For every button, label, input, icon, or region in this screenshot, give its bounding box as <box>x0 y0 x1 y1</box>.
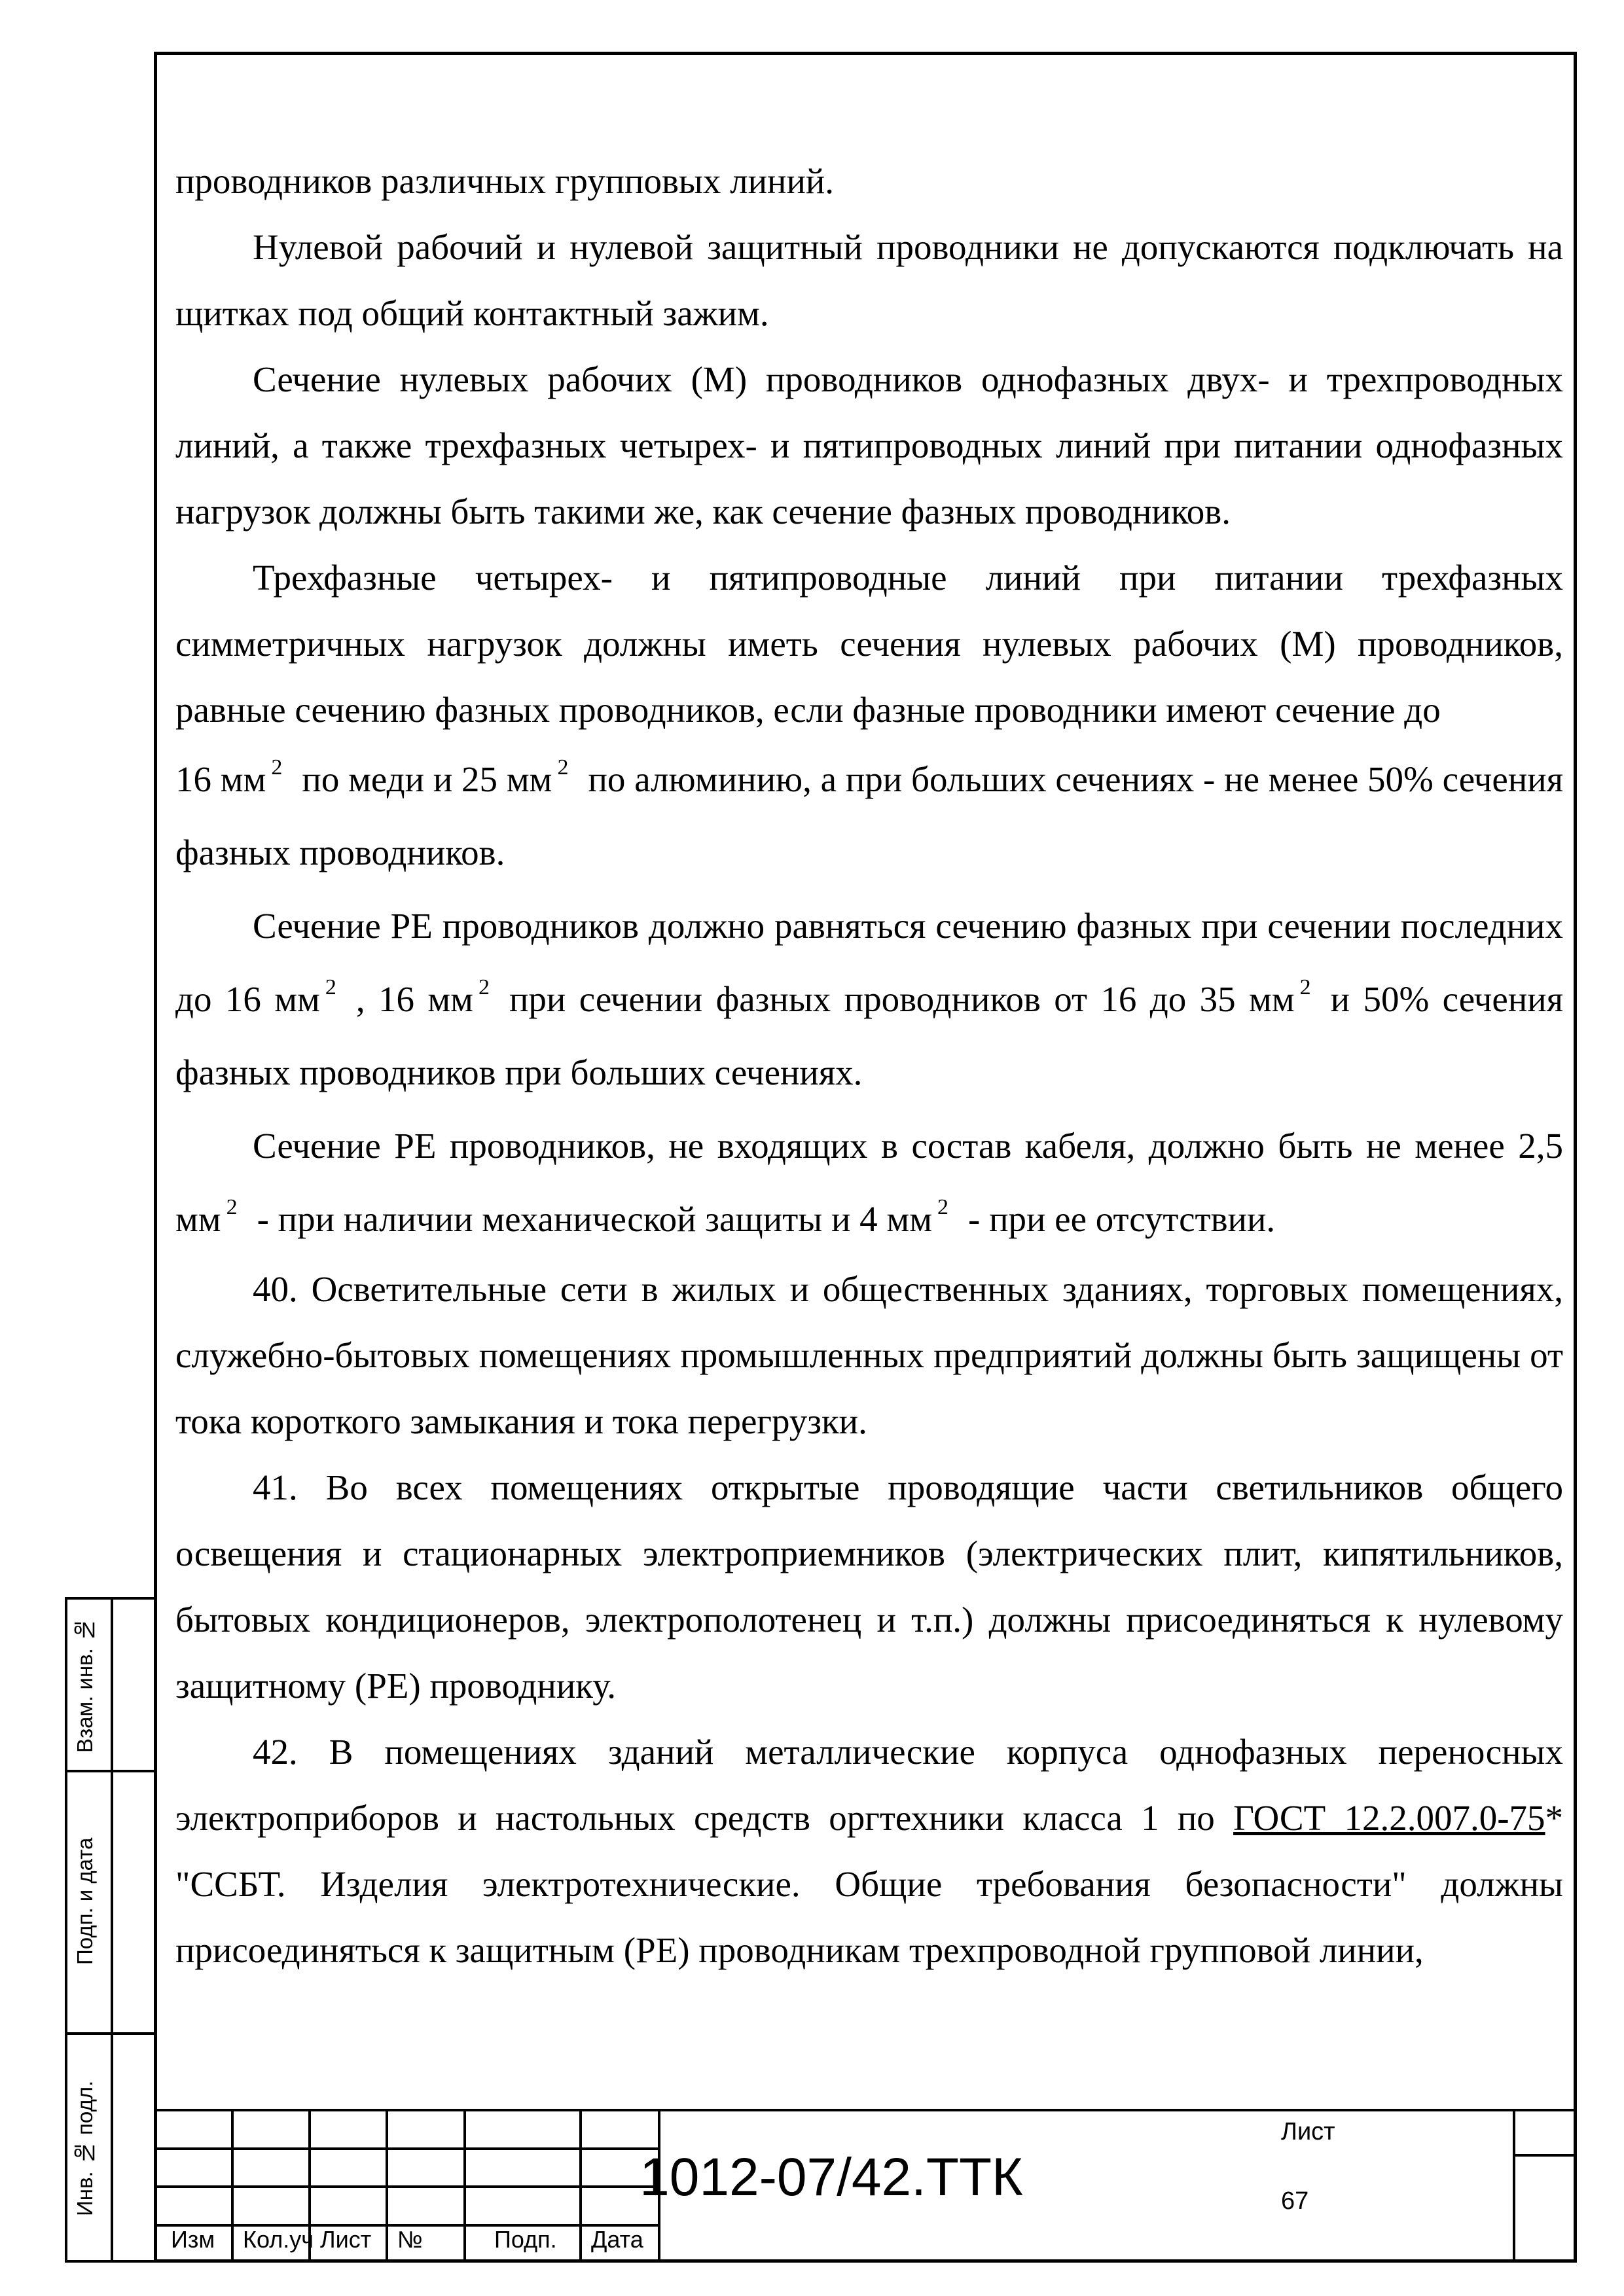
paragraph: 40. Осветительные сети в жилых и общественных зданиях, торговых помещениях, служебно-бытовых помещениях промышленных предприятий должны быть защищены от тока короткого замыкания и тока перегрузки. <box>175 1269 1563 1441</box>
paragraph: Трехфазные четырех- и пятипроводные линий при питании трехфазных симметричных нагрузок должны иметь сечения нулевых рабочих (М) проводников, равные сечению фазных проводников, если фазные проводники имеют сечение до <box>175 558 1563 730</box>
original-inv-label: Инв. № подл. <box>73 2080 97 2216</box>
signature-label: Подп. <box>494 2226 557 2253</box>
replaced-inv-label: Взам. инв. № <box>73 1617 97 1753</box>
paragraph: Сечение РЕ проводников, не входящих в состав кабеля, должно быть не менее 2,5 мм $^2$ - при наличии механической защиты и 4 мм $^2$ - при ее отсутствии. <box>175 1126 1563 1239</box>
paragraph: 41. Во всех помещениях открытые проводящие части светильников общего освещения и стационарных электроприемников (электрических плит, кипятильников, бытовых кондиционеров, электрополотенец и т.п.) должны присоединяться к нулевому защитному (РЕ) проводнику. <box>175 1467 1563 1706</box>
document-code: 1012-07/42.ТТК <box>640 2147 1023 2207</box>
sheet-col-label: Лист <box>320 2226 372 2253</box>
change-label: Изм <box>171 2226 215 2253</box>
quantity-label: Кол.уч <box>243 2226 314 2253</box>
sheet-number: 67 <box>1281 2187 1309 2215</box>
title-block <box>154 2109 1577 2263</box>
paragraph: Сечение нулевых рабочих (М) проводников однофазных двух- и трехпроводных линий, а также трехфазных четырех- и пятипроводных линий при питании однофазных нагрузок должны быть такими же, как сечение фазных проводников. <box>175 359 1563 531</box>
body-text <box>175 148 1563 1983</box>
paragraph: Нулевой рабочий и нулевой защитный проводники не допускаются подключать на щитках под общий контактный зажим. <box>175 227 1563 333</box>
signature-date-label: Подп. и дата <box>73 1837 97 1965</box>
side-stamp <box>65 1597 154 2263</box>
paragraph: проводников различных групповых линий. <box>175 161 835 201</box>
date-label: Дата <box>591 2226 643 2253</box>
doc-number-label: № <box>397 2226 423 2253</box>
paragraph: Сечение РЕ проводников должно равняться сечению фазных при сечении последних до 16 мм $^2$ , 16 мм $^2$ при сечении фазных проводников от 16 до 35 мм $^2$ и 50% сечения фазных проводников при больших сечениях. <box>175 906 1564 1092</box>
gost-link[interactable]: ГОСТ 12.2.007.0-75 <box>1233 1798 1545 1838</box>
paragraph: 42. В помещениях зданий металлические корпуса однофазных переносных электроприборов и настольных средств оргтехники класса 1 по ГОСТ 12.2.007.0-75* "ССБТ. Изделия электротехнические. Общие требования безопасности" должны присоединяться к защитным (РЕ) проводникам трехпроводной групповой линии, <box>175 1732 1564 1970</box>
sheet-label: Лист <box>1281 2118 1335 2145</box>
paragraph: 16 мм $^2$ по меди и 25 мм $^2$ по алюминию, а при больших сечениях - не менее 50% сечения фазных проводников. <box>175 755 1564 872</box>
